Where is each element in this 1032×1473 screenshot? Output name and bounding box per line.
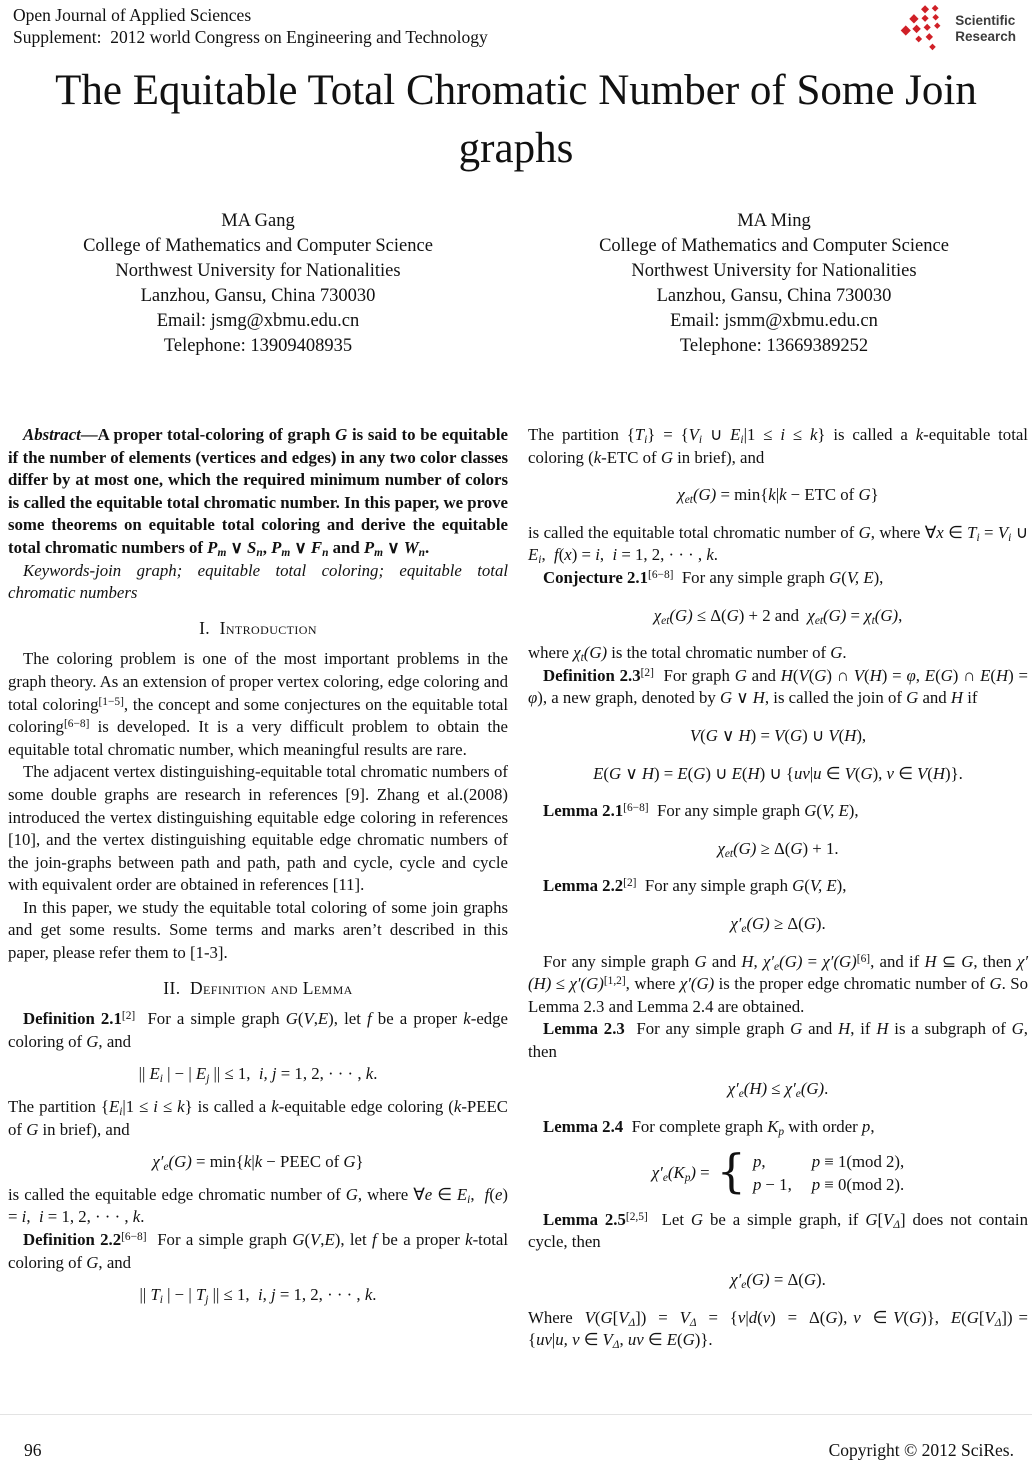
cases-formula: [528, 1144, 1028, 1199]
paragraph: Abstract—A proper total-coloring of graph G is said to be equitable if the number of elements (vertices and edges) in any two color classes differ by at most one, which the required minimum number of colors is called the equitable total chromatic number. In this paper, we prove some theorems on equitable total coloring and derive the equitable total chromatic numbers of $P_m$ ∨ $S_n$, $P_m$ ∨ $F_n$ and $P_m$ ∨ $W_n$.: [8, 425, 508, 559]
author-address: Lanzhou, Gansu, China 730030: [140, 286, 376, 306]
author-address: Lanzhou, Gansu, China 730030: [656, 286, 892, 306]
author-email: Email: jsmg@xbmu.edu.cn: [156, 311, 360, 331]
left-column: [8, 424, 508, 1317]
formula: E(G ∨ H) = E(G) ∪ E(H) ∪ {uv|u ∈ V(G), v ∈ V(H)}.: [593, 763, 963, 783]
paragraph: is called the equitable edge chromatic number of G, where ∀e ∈ $E_i$, f(e) = i, i = 1, 2, · · · , k.: [8, 1184, 508, 1227]
left-brace: {: [716, 1144, 746, 1199]
formula: || $E_i$ | − | $E_j$ || ≤ 1, i, j = 1, 2, · · · , k.: [138, 1064, 378, 1086]
formula: $\chi_{et}(G) \ge \Delta(G) + 1$.: [717, 838, 839, 860]
author-name: MA Ming: [737, 211, 811, 231]
paragraph: The partition $\{T_i\} = \{V_i$ ∪ $E_i|1 \le i \le k$} is called a k-equitable total coloring (k-ETC of G in brief), and: [528, 425, 1028, 467]
cases-cell: p ≡ 1(mod 2),: [811, 1151, 905, 1171]
formula: $\chi_{et}(G) = \min\{k|k$ − ETC of G}: [677, 485, 879, 507]
journal-supplement: Supplement: 2012 world Congress on Engineering and Technology: [13, 26, 488, 47]
paragraph: Lemma 2.2[2] For any simple graph G(V, E),: [543, 876, 847, 896]
logo-text-line1: Scientific: [955, 13, 1016, 28]
formula: $\chi'_e(G) = \min\{k|k$ − PEEC of G}: [152, 1152, 364, 1174]
scientific-research-logo: [900, 4, 1016, 57]
formula: || $T_i$ | − | $T_j$ || ≤ 1, i, j = 1, 2, · · · , k.: [139, 1285, 377, 1307]
formula: V(G ∨ H) = V(G) ∪ V(H),: [689, 725, 867, 745]
footer-rule: [0, 1414, 1032, 1415]
paragraph: The adjacent vertex distinguishing-equitable total chromatic numbers of some double graphs are research in references [9]. Zhang et al.(2008) introduced the vertex distinguishing equitable edge coloring in references [10], and the vertex distinguishing equitable edge chromatic numbers of the join-graphs between path and path, path and cycle, cycle and cycle with equivalent order are obtained in references [11].: [8, 762, 508, 895]
author-name: MA Gang: [221, 211, 295, 231]
author-2: [516, 209, 1032, 359]
paragraph: Definition 2.1[2] For a simple graph G(V,E), let f be a proper k-edge coloring of G, and: [8, 1009, 509, 1051]
paragraph: Lemma 2.4 For complete graph $K_p$ with order p,: [543, 1117, 875, 1138]
paragraph: In this paper, we study the equitable total coloring of some join graphs and get some results. Some terms and marks aren’t described in this paper, please refer them to [1-3].: [8, 897, 508, 963]
paragraph: where $\chi_t(G)$ is the total chromatic number of G.: [528, 643, 847, 664]
section-heading: I. Introduction: [199, 617, 317, 638]
formula: $\chi_{et}(G) \le \Delta(G) + 2$ and $\chi_{et}(G) = \chi_t(G)$,: [653, 605, 903, 627]
logo-text-line2: Research: [955, 28, 1016, 44]
logo-text: [955, 13, 1016, 44]
author-email: Email: jsmm@xbmu.edu.cn: [670, 311, 878, 331]
author-telephone: Telephone: 13909408935: [163, 336, 353, 356]
formula: $\chi'_e(G) = \Delta(G)$.: [730, 1270, 826, 1291]
cases-cell: p ≡ 0(mod 2).: [811, 1175, 905, 1195]
paragraph: is called the equitable total chromatic number of G, where ∀x ∈ $T_i = V_i$ ∪ $E_i$, f(x) = i, i = 1, 2, · · · , k.: [528, 522, 1028, 567]
paragraph: Keywords-join graph; equitable total coloring; equitable total chromatic numbers: [8, 560, 508, 603]
section-heading: II. Definition and Lemma: [163, 977, 353, 998]
journal-header: [13, 5, 488, 48]
paragraph: The partition $\{E_i|1 \le i \le k\}$ is called a k-equitable edge coloring (k-PEEC of G in brief), and: [8, 1097, 508, 1139]
paragraph: For any simple graph G and H, $\chi'_e(G) = \chi'(G)[6]$, and if H ⊆ G, then χ′(H) ≤ χ′(G)[1,2], where χ′(G) is the proper edge chromatic number of G. So Lemma 2.3 and Lemma 2.4 are obtained.: [528, 951, 1029, 1016]
paragraph: Lemma 2.3 For any simple graph G and H, if H is a subgraph of G, then: [528, 1019, 1028, 1061]
cases-cell: p,: [752, 1151, 766, 1171]
right-column: [528, 424, 1028, 1352]
author-telephone: Telephone: 13669389252: [679, 336, 869, 356]
paragraph: Definition 2.2[6−8] For a simple graph G(V,E), let f be a proper k-total coloring of G, and: [8, 1230, 509, 1272]
page-number: 96: [24, 1440, 42, 1460]
cases-cell: p − 1,: [752, 1175, 792, 1195]
author-affiliation: Northwest University for Nationalities: [115, 261, 401, 281]
paragraph: Conjecture 2.1[6−8] For any simple graph G(V, E),: [543, 567, 884, 587]
author-1: [0, 209, 516, 359]
author-affiliation: College of Mathematics and Computer Science: [599, 236, 949, 256]
author-affiliation: College of Mathematics and Computer Science: [83, 236, 433, 256]
paragraph: Definition 2.3[2] For graph G and H(V(G) ∩ V(H) = φ, E(G) ∩ E(H) = φ), a new graph, denoted by G ∨ H, is called the join of G and H if: [528, 665, 1028, 708]
author-affiliation: Northwest University for Nationalities: [631, 261, 917, 281]
formula: $\chi'_e(G) \ge \Delta(G)$.: [730, 913, 826, 935]
paragraph: The coloring problem is one of the most important problems in the graph theory. As an extension of proper vertex coloring, edge coloring and total coloring[1−5], the concept and some conjectures on the equitable total coloring[6−8] is developed. It is a very difficult problem to obtain the equitable total chromatic number, which meaningful results are rare.: [8, 649, 508, 759]
formula: $\chi'_e(H) \le \chi'_e(G)$.: [727, 1079, 829, 1101]
page-title: The Equitable Total Chromatic Number of Some Join graphs: [55, 67, 977, 172]
cases-lhs: $\chi'_e(K_p)$ =: [651, 1163, 710, 1185]
authors-row: [0, 209, 1032, 359]
cases-rows: [753, 1151, 904, 1197]
paragraph: Lemma 2.5[2,5] Let G be a simple graph, if $G[V_\Delta]$ does not contain cycle, then: [528, 1209, 1028, 1252]
journal-name: Open Journal of Applied Sciences: [13, 5, 252, 25]
paragraph: Lemma 2.1[6−8] For any simple graph G(V, E),: [543, 801, 859, 821]
paragraph: Where $V(G[V_\Delta]) = V_\Delta = \{v|d(v) = \Delta(G)$, v ∈ V(G)}, $E(G[V_\Delta]) = \{uv|u$, v ∈ $V_\Delta$, uv ∈ E(G)}.: [528, 1307, 1028, 1352]
scientific-research-logo-icon: [900, 4, 948, 57]
copyright: Copyright © 2012 SciRes.: [828, 1440, 1014, 1460]
